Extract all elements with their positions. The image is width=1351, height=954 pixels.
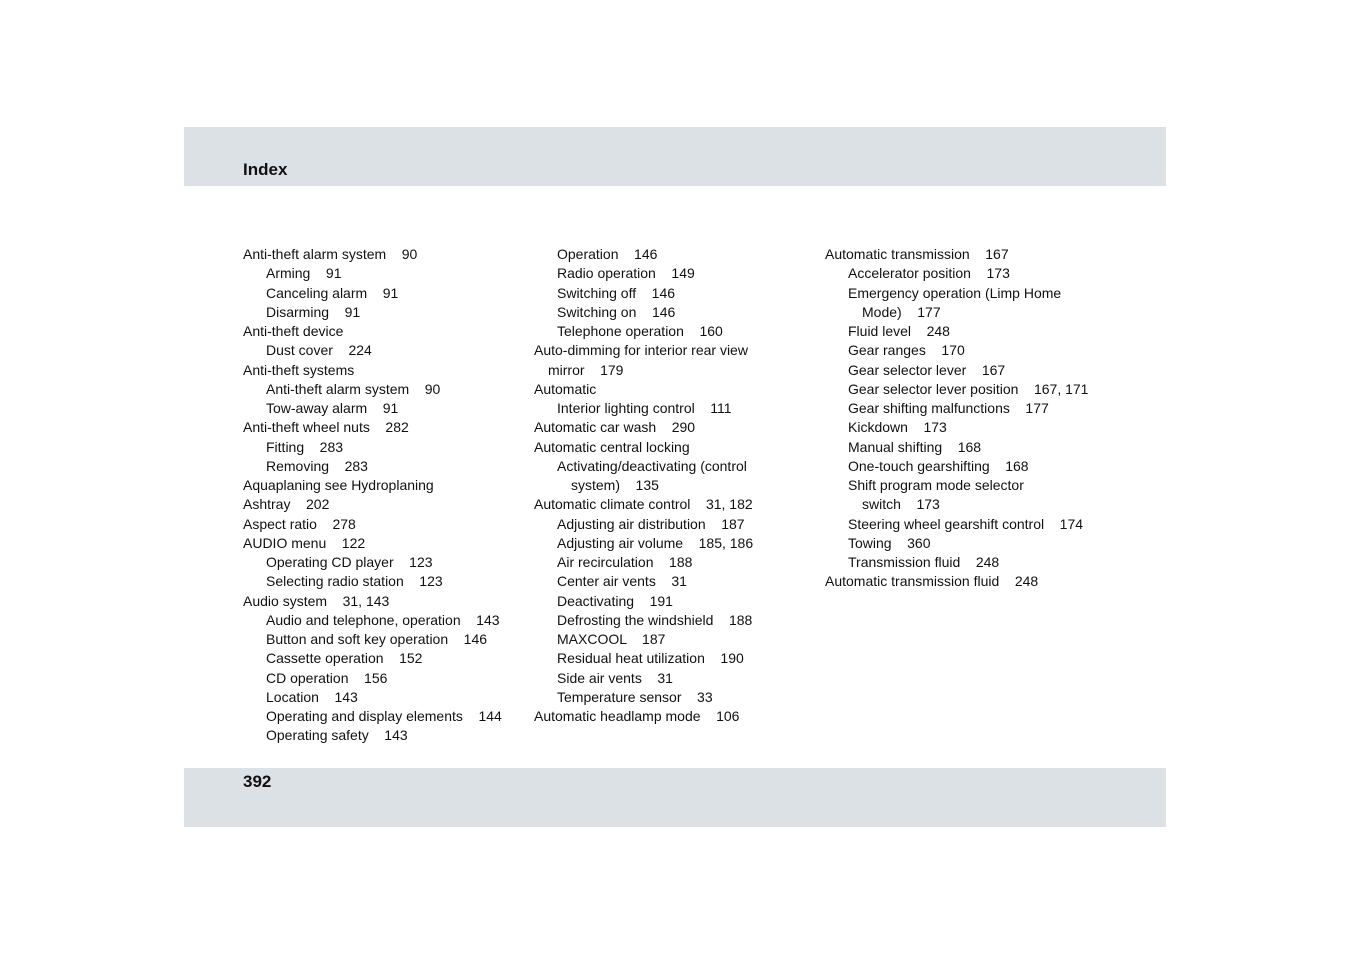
- index-entry: Button and soft key operation 146: [266, 631, 488, 647]
- index-entry: Automatic headlamp mode 106: [534, 708, 740, 724]
- index-entry: Interior lighting control 111: [557, 400, 732, 416]
- index-entry: Gear selector lever position 167, 171: [848, 380, 1089, 397]
- index-entry: Anti-theft alarm system 90: [266, 380, 441, 397]
- index-entry: Anti-theft wheel nuts 282: [243, 419, 409, 436]
- index-entry: Center air vents 31: [557, 573, 687, 590]
- index-entry: Deactivating 191: [557, 592, 673, 609]
- index-entry: Audio and telephone, operation 143: [266, 611, 500, 628]
- index-entry: Arming 91: [266, 265, 342, 282]
- index-entry: AUDIO menu 122: [243, 534, 366, 551]
- index-entry: Gear ranges 170: [848, 342, 965, 359]
- index-entry: Air recirculation 188: [557, 554, 693, 570]
- index-entry: Towing 360: [848, 534, 931, 551]
- index-entry: Removing 283: [266, 457, 368, 474]
- index-entry: Radio operation 149: [557, 265, 695, 282]
- index-entry: Operating safety 143: [266, 727, 408, 744]
- index-entry: MAXCOOL 187: [557, 631, 666, 647]
- index-entry: Operation 146: [557, 246, 658, 262]
- index-entry: Automatic climate control 31, 182: [534, 496, 753, 513]
- index-entry: Gear selector lever 167: [848, 361, 1006, 378]
- index-entry: Defrosting the windshield 188: [557, 611, 753, 628]
- index-entry: Transmission fluid 248: [848, 554, 1000, 570]
- index-entry: system) 135: [571, 477, 659, 493]
- index-entry: Switching off 146: [557, 284, 676, 301]
- index-entry: Switching on 146: [557, 303, 676, 320]
- index-entry: Adjusting air distribution 187: [557, 515, 745, 532]
- index-entry: Operating and display elements 144: [266, 708, 502, 724]
- index-entry: Anti-theft alarm system 90: [243, 246, 418, 262]
- index-entry: Canceling alarm 91: [266, 284, 399, 301]
- index-entry: mirror 179: [548, 361, 624, 378]
- index-entry: Automatic transmission 167: [825, 246, 1009, 262]
- index-entry: CD operation 156: [266, 669, 388, 686]
- index-column-1: [243, 245, 533, 746]
- index-entry: Auto-dimming for interior rear view: [534, 342, 748, 359]
- page-title: Index: [243, 160, 288, 179]
- index-entry: Automatic car wash 290: [534, 419, 696, 436]
- page-number: 392: [243, 772, 272, 791]
- header-band: [184, 127, 1166, 186]
- index-entry: Aspect ratio 278: [243, 515, 356, 532]
- index-entry: Kickdown 173: [848, 419, 947, 436]
- index-entry: Adjusting air volume 185, 186: [557, 534, 754, 551]
- index-entry: Fitting 283: [266, 438, 344, 455]
- index-column-3: [825, 245, 1115, 592]
- index-entry: Audio system 31, 143: [243, 592, 390, 609]
- index-entry: Cassette operation 152: [266, 650, 423, 667]
- index-entry: Accelerator position 173: [848, 265, 1010, 282]
- index-entry: Automatic central locking: [534, 438, 690, 455]
- index-entry: Activating/deactivating (control: [557, 457, 747, 474]
- index-entry: Location 143: [266, 688, 358, 705]
- index-entry: Disarming 91: [266, 303, 361, 320]
- footer-band: [184, 768, 1166, 827]
- index-entry: Tow-away alarm 91: [266, 400, 399, 416]
- index-entry: Gear shifting malfunctions 177: [848, 400, 1049, 416]
- index-entry: Automatic: [534, 380, 597, 397]
- index-entry: Manual shifting 168: [848, 438, 982, 455]
- index-entry: One-touch gearshifting 168: [848, 457, 1029, 474]
- index-entry: Aquaplaning see Hydroplaning: [243, 477, 434, 493]
- index-entry: Fluid level 248: [848, 323, 950, 339]
- index-entry: Telephone operation 160: [557, 323, 723, 339]
- index-entry: Anti-theft device: [243, 323, 344, 339]
- index-entry: Anti-theft systems: [243, 361, 355, 378]
- index-entry: Residual heat utilization 190: [557, 650, 744, 667]
- index-column-2: [534, 245, 824, 726]
- index-entry: Dust cover 224: [266, 342, 372, 359]
- index-entry: Selecting radio station 123: [266, 573, 443, 590]
- index-entry: Side air vents 31: [557, 669, 673, 686]
- index-entry: Shift program mode selector: [848, 477, 1024, 493]
- index-entry: Temperature sensor 33: [557, 688, 713, 705]
- index-entry: Emergency operation (Limp Home: [848, 284, 1062, 301]
- index-entry: Automatic transmission fluid 248: [825, 573, 1039, 590]
- index-entry: Mode) 177: [862, 303, 941, 320]
- index-entry: Operating CD player 123: [266, 554, 433, 570]
- index-entry: switch 173: [862, 496, 940, 513]
- index-entry: Steering wheel gearshift control 174: [848, 515, 1084, 532]
- index-entry: Ashtray 202: [243, 496, 330, 513]
